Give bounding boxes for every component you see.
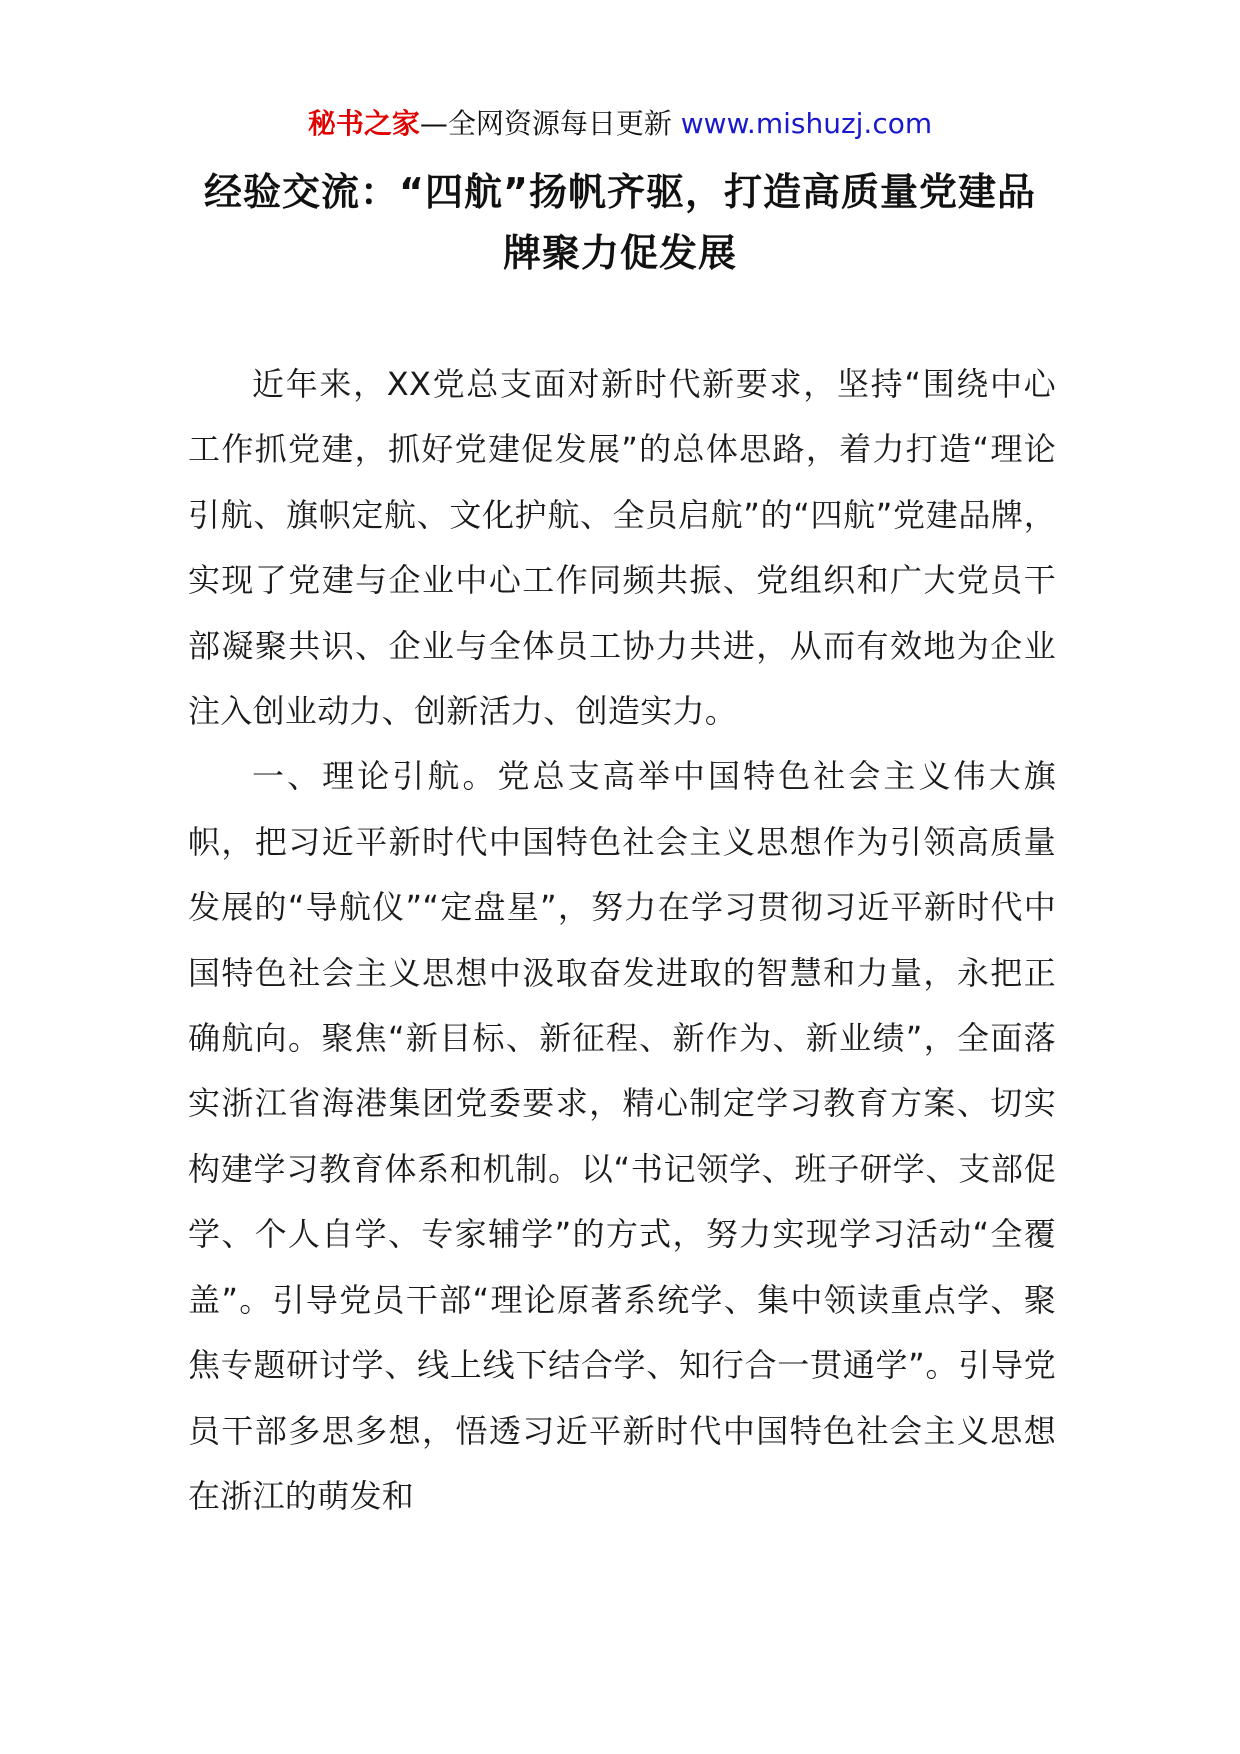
site-url: www.mishuzj.com	[680, 107, 933, 140]
site-header	[0, 104, 1240, 144]
header-tagline: —全网资源每日更新	[419, 107, 681, 140]
paragraph-section-1: 一、理论引航。党总支高举中国特色社会主义伟大旗帜，把习近平新时代中国特色社会主义思想作为引领高质量发展的“导航仪”“定盘星”，努力在学习贯彻习近平新时代中国特色社会主义思想中汲取奋发进取的智慧和力量，永把正确航向。聚焦“新目标、新征程、新作为、新业绩”，全面落实浙江省海港集团党委要求，精心制定学习教育方案、切实构建学习教育体系和机制。以“书记领学、班子研学、支部促学、个人自学、专家辅学”的方式，努力实现学习活动“全覆盖”。引导党员干部“理论原著系统学、集中领读重点学、聚焦专题研讨学、线上线下结合学、知行合一贯通学”。引导党员干部多思多想，悟透习近平新时代中国特色社会主义思想在浙江的萌发和	[188, 757, 1056, 1515]
paragraph-intro: 近年来，XX党总支面对新时代新要求，坚持“围绕中心工作抓党建，抓好党建促发展”的总体思路，着力打造“理论引航、旗帜定航、文化护航、全员启航”的“四航”党建品牌，实现了党建与企业中心工作同频共振、党组织和广大党员干部凝聚共识、企业与全体员工协力共进，从而有效地为企业注入创业动力、创新活力、创造实力。	[188, 365, 1056, 731]
document-title: 经验交流：“四航”扬帆齐驱，打造高质量党建品牌聚力促发展	[204, 170, 1036, 275]
document-body	[188, 352, 1056, 1529]
brand-name: 秘书之家	[307, 107, 420, 140]
